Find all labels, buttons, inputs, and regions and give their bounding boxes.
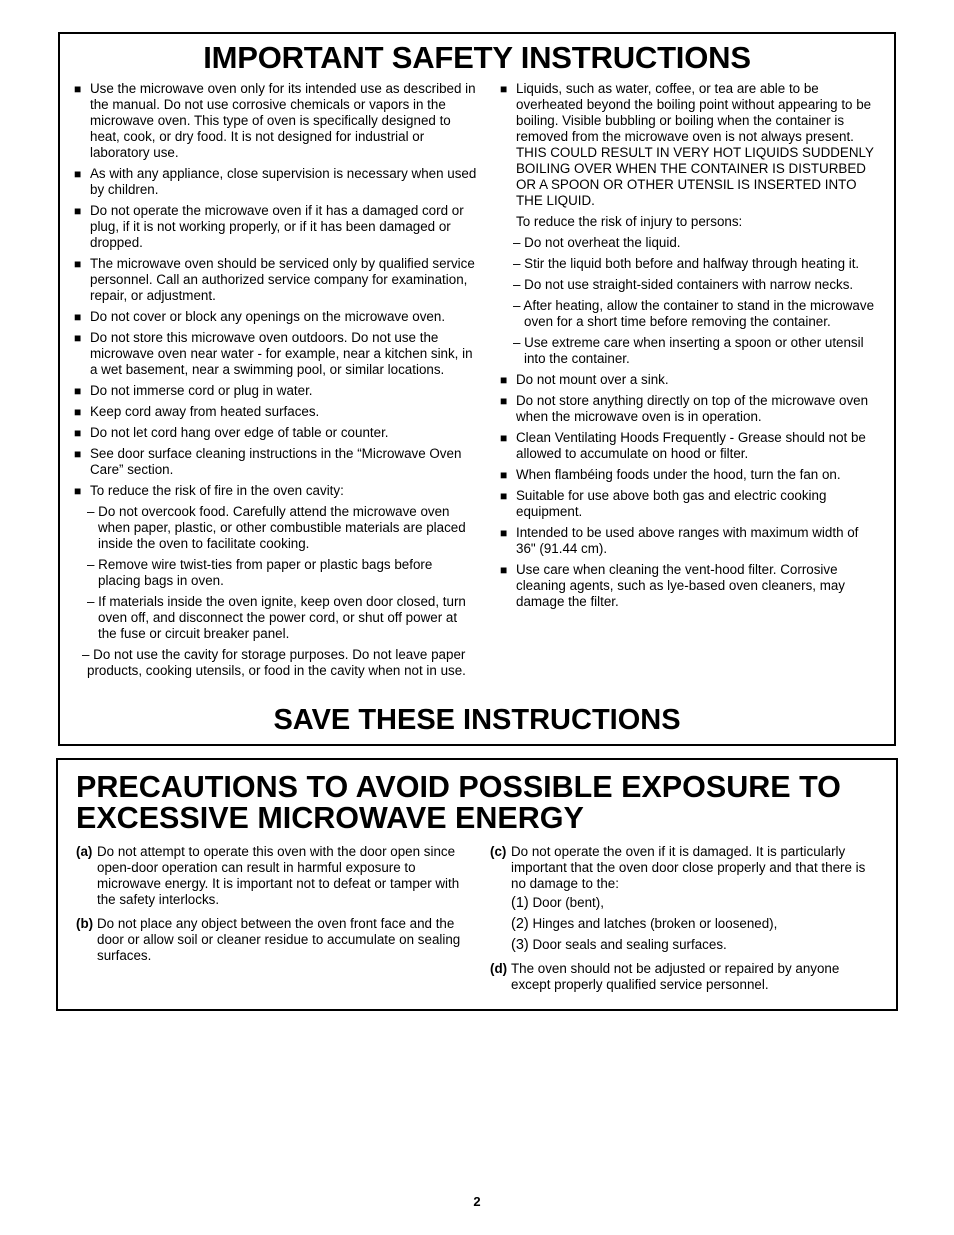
safety-item-text: Do not cover or block any openings on the microwave oven. [90, 309, 446, 324]
safety-item [74, 256, 478, 304]
precaution-text: Do not place any object between the oven front face and the door or allow soil or cleaner residue to accumulate on sealing surfaces. [97, 916, 461, 963]
safety-left-column [74, 81, 478, 684]
safety-item-text: Clean Ventilating Hoods Frequently - Grease should not be allowed to accumulate on hood or filter. [516, 430, 866, 461]
bullet-square-icon: ■ [74, 405, 82, 419]
safety-item [74, 425, 478, 441]
safety-item [74, 330, 478, 378]
safety-title: IMPORTANT SAFETY INSTRUCTIONS [203, 40, 751, 75]
safety-item-text: Do not operate the microwave oven if it has a damaged cord or plug, if it is not working properly, or if it has been damaged or dropped. [90, 203, 464, 250]
safety-item [74, 446, 478, 478]
bullet-square-icon: ■ [74, 310, 82, 324]
page-number: 2 [473, 1194, 481, 1209]
precaution-label: (d) [490, 961, 508, 976]
subitem-text: Hinges and latches (broken or loosened), [532, 916, 778, 931]
injury-subitem: – After heating, allow the container to stand in the microwave oven for a short time before removing the container. [513, 298, 875, 329]
safety-item [500, 562, 880, 610]
precaution-text: Do not operate the oven if it is damaged. It is particularly important that the oven door close properly and that there is no damage to the: [511, 844, 866, 891]
precaution-label: (b) [76, 916, 94, 931]
safety-item-text: Intended to be used above ranges with maximum width of 36" (91.44 cm). [516, 525, 859, 556]
safety-item [74, 309, 478, 325]
bullet-square-icon: ■ [74, 257, 82, 271]
precautions-title: PRECAUTIONS TO AVOID POSSIBLE EXPOSURE TO EXCESSIVE MICROWAVE ENERGY [76, 770, 841, 835]
safety-item-text: Do not immerse cord or plug in water. [90, 383, 313, 398]
safety-item-text: Do not let cord hang over edge of table or counter. [90, 425, 389, 440]
safety-item [500, 467, 880, 483]
safety-item [500, 372, 880, 388]
bullet-square-icon: ■ [500, 82, 508, 96]
safety-item-text: Use the microwave oven only for its intended use as described in the manual. Do not use corrosive chemicals or vapors in the microwave oven. This type of oven is specifically designed to heat, cook, or dry food. It is not designed for industrial or laboratory use. [90, 81, 476, 160]
bullet-square-icon: ■ [500, 489, 508, 503]
precaution-item-a [76, 844, 462, 908]
safety-item-text: Keep cord away from heated surfaces. [90, 404, 320, 419]
bullet-square-icon: ■ [500, 373, 508, 387]
safety-item-text: See door surface cleaning instructions in the “Microwave Oven Care” section. [90, 446, 462, 477]
bullet-square-icon: ■ [74, 447, 82, 461]
safety-item [74, 203, 478, 251]
precaution-label: (c) [490, 844, 507, 859]
damage-subitem [490, 937, 882, 953]
precaution-item-c [490, 844, 882, 892]
injury-subitem: – Do not use straight-sided containers with narrow necks. [513, 277, 854, 292]
bullet-square-icon: ■ [74, 484, 82, 498]
subitem-text: Door (bent), [532, 895, 604, 910]
fire-subitem: – Do not use the cavity for storage purposes. Do not leave paper products, cooking utensils, or food in the cavity when not in use. [82, 647, 466, 678]
bullet-square-icon: ■ [74, 82, 82, 96]
precaution-item-b [76, 916, 462, 964]
injury-subitem: – Do not overheat the liquid. [513, 235, 681, 250]
bullet-square-icon: ■ [74, 167, 82, 181]
bullet-square-icon: ■ [74, 204, 82, 218]
safety-item-text: Do not store anything directly on top of the microwave oven when the microwave oven is in operation. [516, 393, 869, 424]
safety-item-text: Suitable for use above both gas and electric cooking equipment. [516, 488, 827, 519]
safety-item-text: Do not store this microwave oven outdoors. Do not use the microwave oven near water - for example, near a kitchen sink, in a wet basement, near a swimming pool, or similar locations. [90, 330, 473, 377]
damage-subitem [490, 895, 882, 911]
injury-subitem: – Use extreme care when inserting a spoon or other utensil into the container. [513, 335, 864, 366]
fire-subitem: – Remove wire twist-ties from paper or plastic bags before placing bags in oven. [87, 557, 433, 588]
injury-intro: To reduce the risk of injury to persons: [516, 214, 743, 229]
subitem-number: (1) [511, 895, 529, 911]
precautions-left-column [76, 844, 462, 972]
precaution-label: (a) [76, 844, 93, 859]
bullet-square-icon: ■ [500, 394, 508, 408]
safety-item [74, 404, 478, 420]
bullet-square-icon: ■ [74, 426, 82, 440]
bullet-square-icon: ■ [500, 526, 508, 540]
bullet-square-icon: ■ [500, 563, 508, 577]
safety-item [500, 81, 880, 209]
safety-item [74, 81, 478, 161]
fire-subitem: – If materials inside the oven ignite, keep oven door closed, turn oven off, and disconnect the power cord, or shut off power at the fuse or circuit breaker panel. [87, 594, 466, 641]
subitem-number: (3) [511, 937, 529, 953]
safety-item-text: The microwave oven should be serviced only by qualified service personnel. Call an authorized service company for examination, repair, or adjustment. [90, 256, 475, 303]
safety-item-text: Use care when cleaning the vent-hood filter. Corrosive cleaning agents, such as lye-based oven cleaners, may damage the filter. [516, 562, 846, 609]
precautions-box [56, 758, 898, 1011]
subitem-text: Door seals and sealing surfaces. [532, 937, 727, 952]
bullet-square-icon: ■ [74, 384, 82, 398]
safety-item [500, 393, 880, 425]
injury-subitem: – Stir the liquid both before and halfway through heating it. [513, 256, 860, 271]
safety-item [500, 488, 880, 520]
safety-instructions-box [58, 32, 896, 746]
liquids-warning-text: Liquids, such as water, coffee, or tea are able to be overheated beyond the boiling point without appearing to be boiling. Visible bubbling or boiling when the container is removed from the microwave oven is not always present. THIS COULD RESULT IN VERY HOT LIQUIDS SUDDENLY BOILING OVER WHEN THE CONTAINER IS DISTURBED OR A SPOON OR OTHER UTENSIL IS INSERTED INTO THE LIQUID. [516, 81, 874, 208]
bullet-square-icon: ■ [74, 331, 82, 345]
bullet-square-icon: ■ [500, 468, 508, 482]
safety-item-text: To reduce the risk of fire in the oven cavity: [90, 483, 344, 498]
bullet-square-icon: ■ [500, 431, 508, 445]
precaution-item-d [490, 961, 882, 993]
safety-item [74, 383, 478, 399]
precautions-right-column [490, 844, 882, 1001]
safety-item [74, 166, 478, 198]
safety-item-text: When flambéing foods under the hood, turn the fan on. [516, 467, 841, 482]
save-instructions-title: SAVE THESE INSTRUCTIONS [273, 704, 681, 736]
safety-item [500, 430, 880, 462]
precaution-text: The oven should not be adjusted or repaired by anyone except properly qualified service personnel. [511, 961, 840, 992]
safety-item [74, 483, 478, 499]
safety-right-column [500, 81, 880, 615]
safety-item [500, 525, 880, 557]
safety-item-text: As with any appliance, close supervision is necessary when used by children. [90, 166, 477, 197]
subitem-number: (2) [511, 916, 529, 932]
damage-subitem [490, 916, 882, 932]
safety-item-text: Do not mount over a sink. [516, 372, 669, 387]
precaution-text: Do not attempt to operate this oven with the door open since open-door operation can result in harmful exposure to microwave energy. It is important not to defeat or tamper with the safety interlocks. [97, 844, 460, 907]
fire-subitem: – Do not overcook food. Carefully attend the microwave oven when paper, plastic, or other combustible materials are placed inside the oven to facilitate cooking. [87, 504, 466, 551]
